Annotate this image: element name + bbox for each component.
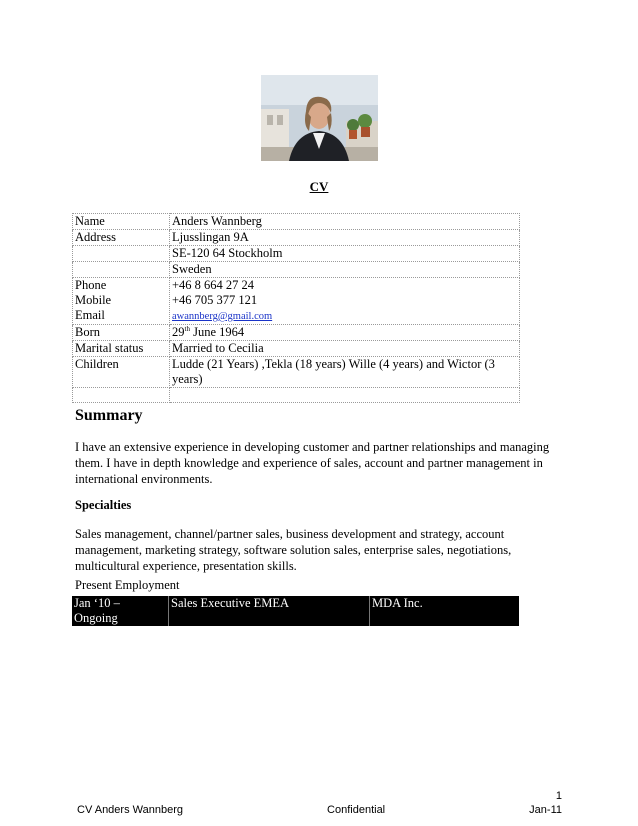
children-label: Children [73,357,170,388]
employment-period: Jan ‘10 – Ongoing [72,596,169,626]
specialties-heading: Specialties [75,498,132,512]
table-row [73,214,520,230]
table-row [73,278,520,325]
name-label: Name [73,214,170,230]
name-value: Anders Wannberg [170,214,520,230]
contact-values [170,278,520,325]
born-rest: June 1964 [189,325,245,339]
empty-cell [170,388,520,403]
mobile-value: +46 705 377 121 [172,293,258,307]
address-label: Address [73,230,170,246]
document-title: CV [309,179,329,194]
employment-company: MDA Inc. [372,596,423,610]
born-value [170,325,520,341]
table-row [73,262,520,278]
marital-label: Marital status [73,341,170,357]
table-row [73,246,520,262]
employment-role: Sales Executive EMEA [169,596,370,626]
born-label: Born [73,325,170,341]
table-row [73,230,520,246]
born-suffix: th [184,324,190,333]
children-value: Ludde (21 Years) ,Tekla (18 years) Wille (4 years) and Wictor (3 years) [170,357,520,388]
empty-cell [73,388,170,403]
born-day: 29 [172,325,185,339]
table-row [73,388,520,403]
phone-value: +46 8 664 27 24 [172,278,255,292]
page-footer [77,804,562,816]
marital-value: Married to Cecilia [170,341,520,357]
mobile-label: Mobile [75,293,112,307]
portrait-photo-svg [261,75,378,161]
present-employment-label: Present Employment [75,578,180,592]
summary-text: I have an extensive experience in developing customer and partner relationships and managing them. I have in depth knowledge and experience of sales, account and partner management in international environments. [75,440,550,486]
phone-label: Phone [75,278,107,292]
address-line2: SE-120 64 Stockholm [170,246,520,262]
table-row [73,357,520,388]
table-row [73,325,520,341]
table-row [72,596,519,626]
summary-heading: Summary [75,407,143,424]
email-label: Email [75,308,105,322]
footer-center: Confidential [327,804,386,816]
address-line1: Ljusslingan 9A [170,230,520,246]
table-row [73,341,520,357]
page-number: 1 [555,790,562,802]
footer-left: CV Anders Wannberg [77,804,183,816]
contact-labels [73,278,170,325]
email-link[interactable]: awannberg@gmail.com [172,311,273,322]
personal-info-table [72,213,520,403]
specialties-text: Sales management, channel/partner sales, business development and strategy, account management, marketing strategy, software solution sales, enterprise sales, negotiations, multicultural experience, presentation skills. [75,527,512,573]
country-blank [73,262,170,278]
address-blank [73,246,170,262]
footer-right: Jan-11 [529,804,562,816]
address-line3: Sweden [170,262,520,278]
portrait-photo [261,75,378,161]
employment-table [72,596,519,626]
